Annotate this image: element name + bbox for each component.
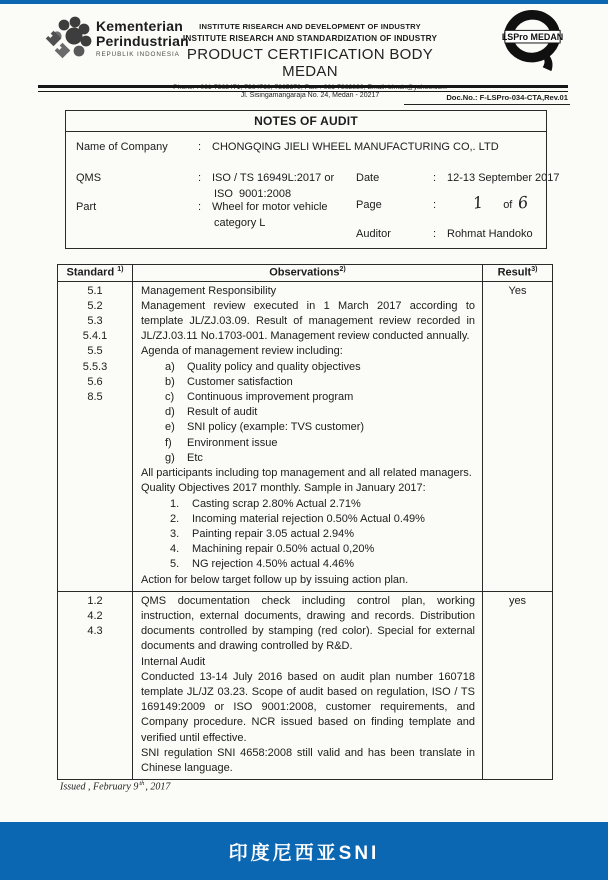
qms-label: QMS [76, 172, 102, 184]
observation-paragraph: Conducted 13-14 July 2016 based on audit plan number 160718 template JL/JZ 03.23. Scope of audit based on regulation, ISO / TS 169149:2009 or ISO 9001:2008, customer requirements, and Company procedure. NCR issued based on finding template and verified until effective. [141, 670, 475, 744]
org-line3: PRODUCT CERTIFICATION BODY MEDAN [186, 46, 434, 80]
list-item: g) Etc [165, 451, 203, 464]
list-item: 5. NG rejection 4.50% actual 4.46% [170, 558, 355, 571]
list-item: d) Result of audit [165, 406, 258, 419]
list-item: 2. Incoming material rejection 0.50% Actual 0.49% [170, 512, 425, 525]
part-label: Part [76, 201, 97, 213]
observation-paragraph: Management review executed in 1 March 2017 according to template JL/ZJ.03.09. Result of management review recorded in JL/ZJ.03.11 No.1703-001. Management review conducted annually. [141, 299, 475, 343]
observation-paragraph: Quality Objectives 2017 monthly. Sample in January 2017: [141, 482, 426, 495]
footer-banner [0, 822, 608, 880]
part-value-line1: Wheel for motor vehicle [212, 201, 328, 213]
qms-field: QMS : ISO / TS 16949L:2017 or [76, 172, 335, 184]
lspro-logo-text: LSPro MEDAN [502, 32, 564, 43]
audit-observations-table [57, 264, 553, 780]
date-field: Date : 12-13 September 2017 [356, 172, 560, 184]
observations-cell [133, 591, 483, 779]
standard-column-header: Standard $^{1)}$ [58, 265, 133, 282]
table-row [58, 591, 553, 779]
page-current-handwritten: 1 [471, 192, 485, 213]
audit-fields [66, 132, 560, 247]
company-label: Name of Company [76, 141, 168, 153]
standards-cell: 5.1 5.2 5.3 5.4.1 5.5 5.5.3 5.6 8.5 [58, 281, 133, 591]
contact-line: Phone. : 061-7363471, 7364760, 7365379; Fax. : 061-7362830; Email: bimdn@yahoo.com [173, 84, 447, 91]
list-item: 4. Machining repair 0.50% actual 0,20% [170, 543, 375, 556]
observation-paragraph: SNI regulation SNI 4658:2008 still valid and has been translate in Chinese language. [141, 746, 475, 774]
observation-paragraph: Agenda of management review including: [141, 345, 343, 358]
lspro-medan-logo [502, 9, 564, 80]
table-header-row [58, 265, 553, 282]
header-divider [38, 85, 568, 92]
part-value-line2: category L [214, 217, 266, 229]
qms-value-line1: ISO / TS 16949L:2017 or [212, 172, 335, 184]
part-field: Part : Wheel for motor vehicle [76, 201, 328, 213]
observation-paragraph: Action for below target follow up by issuing action plan. [141, 573, 409, 586]
notes-of-audit-box [65, 110, 560, 249]
org-line1: INSTITUTE RISEARCH AND DEVELOPMENT OF INDUSTRY [199, 22, 421, 31]
observation-paragraph: Management Responsibility [141, 284, 277, 297]
ministry-gear-icon [44, 14, 92, 69]
standards-cell: 1.2 4.2 4.3 [58, 591, 133, 779]
company-value: CHONGQING JIELI WHEEL MANUFACTURING CO,. LTD [212, 141, 499, 153]
org-line2: INSTITUTE RISEARCH AND STANDARDIZATION OF INDUSTRY [182, 34, 438, 43]
observation-paragraph: QMS documentation check including control plan, working instruction, external documents, drawing and records. Distribution documents controlled by stamping (red color). Special for external documents and drawing controlled by R&D. [141, 594, 475, 653]
top-blue-strip [0, 0, 608, 4]
auditor-value: Rohmat Handoko [447, 228, 533, 240]
qms-value-line2: ISO 9001:2008 [214, 188, 292, 200]
list-item: f) Environment issue [165, 436, 278, 449]
company-field: Name of Company : CHONGQING JIELI WHEEL MANUFACTURING CO,. LTD [76, 141, 499, 153]
result-cell: yes [483, 591, 553, 779]
date-label: Date [356, 172, 380, 184]
table-row [58, 281, 553, 591]
list-item: 1. Casting scrap 2.80% Actual 2.71% [170, 497, 361, 510]
list-item: c) Continuous improvement program [165, 391, 354, 404]
list-item: 3. Painting repair 3.05 actual 2.94% [170, 527, 355, 540]
result-column-header: Result$^{3)}$ [483, 265, 553, 282]
list-item: a) Quality policy and quality objectives [165, 360, 361, 373]
observation-paragraph: Internal Audit [141, 655, 206, 668]
ministry-line2: Perindustrian [96, 33, 189, 49]
page-title: NOTES OF AUDIT [66, 111, 546, 132]
page-field: Page : 1 of 6 [356, 192, 530, 213]
ministry-line3: REPUBLIK INDONESIA [96, 51, 180, 58]
footer-banner-text: 印度尼西亚SNI [228, 842, 380, 864]
observations-cell [133, 281, 483, 591]
list-item: b) Customer satisfaction [165, 375, 293, 388]
list-item: e) SNI policy (example: TVS customer) [165, 421, 365, 434]
address-line: Jl. Sisingamangaraja No. 24, Medan - 20217 [240, 92, 380, 99]
observations-column-header: Observations$^{2)}$ [133, 265, 483, 282]
auditor-field: Auditor : Rohmat Handoko [356, 228, 533, 240]
page-of-label: of [503, 199, 513, 211]
issued-date-line: Issued , February 9th, 2017 [60, 780, 171, 793]
doc-number: Doc.No.: F-LSPro-034-CTA,Rev.01 [404, 93, 570, 105]
page-label: Page [356, 199, 382, 211]
observation-paragraph: All participants including top management and all related managers. [141, 467, 472, 480]
auditor-label: Auditor [356, 228, 391, 240]
page-total-handwritten: 6 [516, 192, 530, 213]
result-cell: Yes [483, 281, 553, 591]
ministry-line1: Kementerian [96, 18, 184, 34]
date-value: 12-13 September 2017 [447, 172, 560, 184]
